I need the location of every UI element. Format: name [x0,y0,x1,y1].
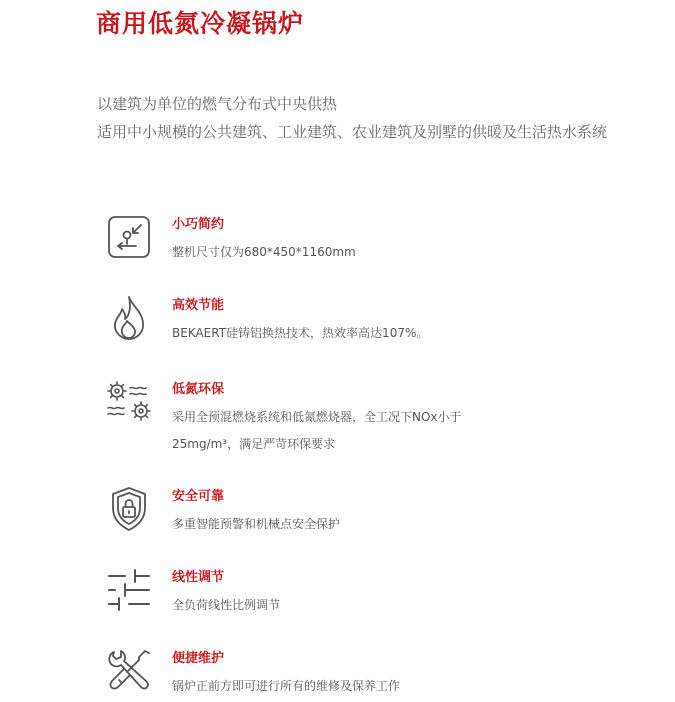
flame-icon [105,294,153,342]
feature-desc [172,404,462,458]
feature-desc [172,592,280,619]
feature-title: 小巧简约 [172,217,225,232]
feature-desc [172,320,428,347]
feature-desc [172,239,356,266]
feature-desc [172,673,400,700]
feature-title: 便捷维护 [172,651,225,666]
feature-desc-line: 多重智能预警和机械点安全保护 [172,517,341,531]
feature-desc-line: 整机尺寸仅为680*450*1160mm [172,245,356,259]
intro-line-2: 适用中小规模的公共建筑、工业建筑、农业建筑及别墅的供暖及生活热水系统 [97,123,608,141]
feature-title: 线性调节 [172,570,225,585]
page-title: 商用低氮冷凝锅炉 [96,9,305,38]
feature-desc-line: 锅炉正前方即可进行所有的维修及保养工作 [172,679,401,693]
feature-desc-line: BEKAERT硅铸铝换热技术，热效率高达107%。 [172,326,429,340]
low-emission-icon [105,378,153,426]
shield-lock-icon [105,485,153,533]
intro-text [97,90,607,146]
feature-desc [172,511,340,538]
sliders-icon [105,566,153,614]
intro-line-1: 以建筑为单位的燃气分布式中央供热 [97,95,338,113]
feature-desc-line: 采用全预混燃烧系统和低氮燃烧器，全工况下NOx小于 [172,410,462,424]
feature-desc-line: 25mg/m³，满足严苛环保要求 [172,437,336,451]
feature-title: 高效节能 [172,298,225,313]
feature-desc-line: 全负荷线性比例调节 [172,598,281,612]
tools-icon [105,647,153,695]
feature-title: 安全可靠 [172,489,225,504]
feature-title: 低氮环保 [172,382,225,397]
compact-icon [105,213,153,261]
